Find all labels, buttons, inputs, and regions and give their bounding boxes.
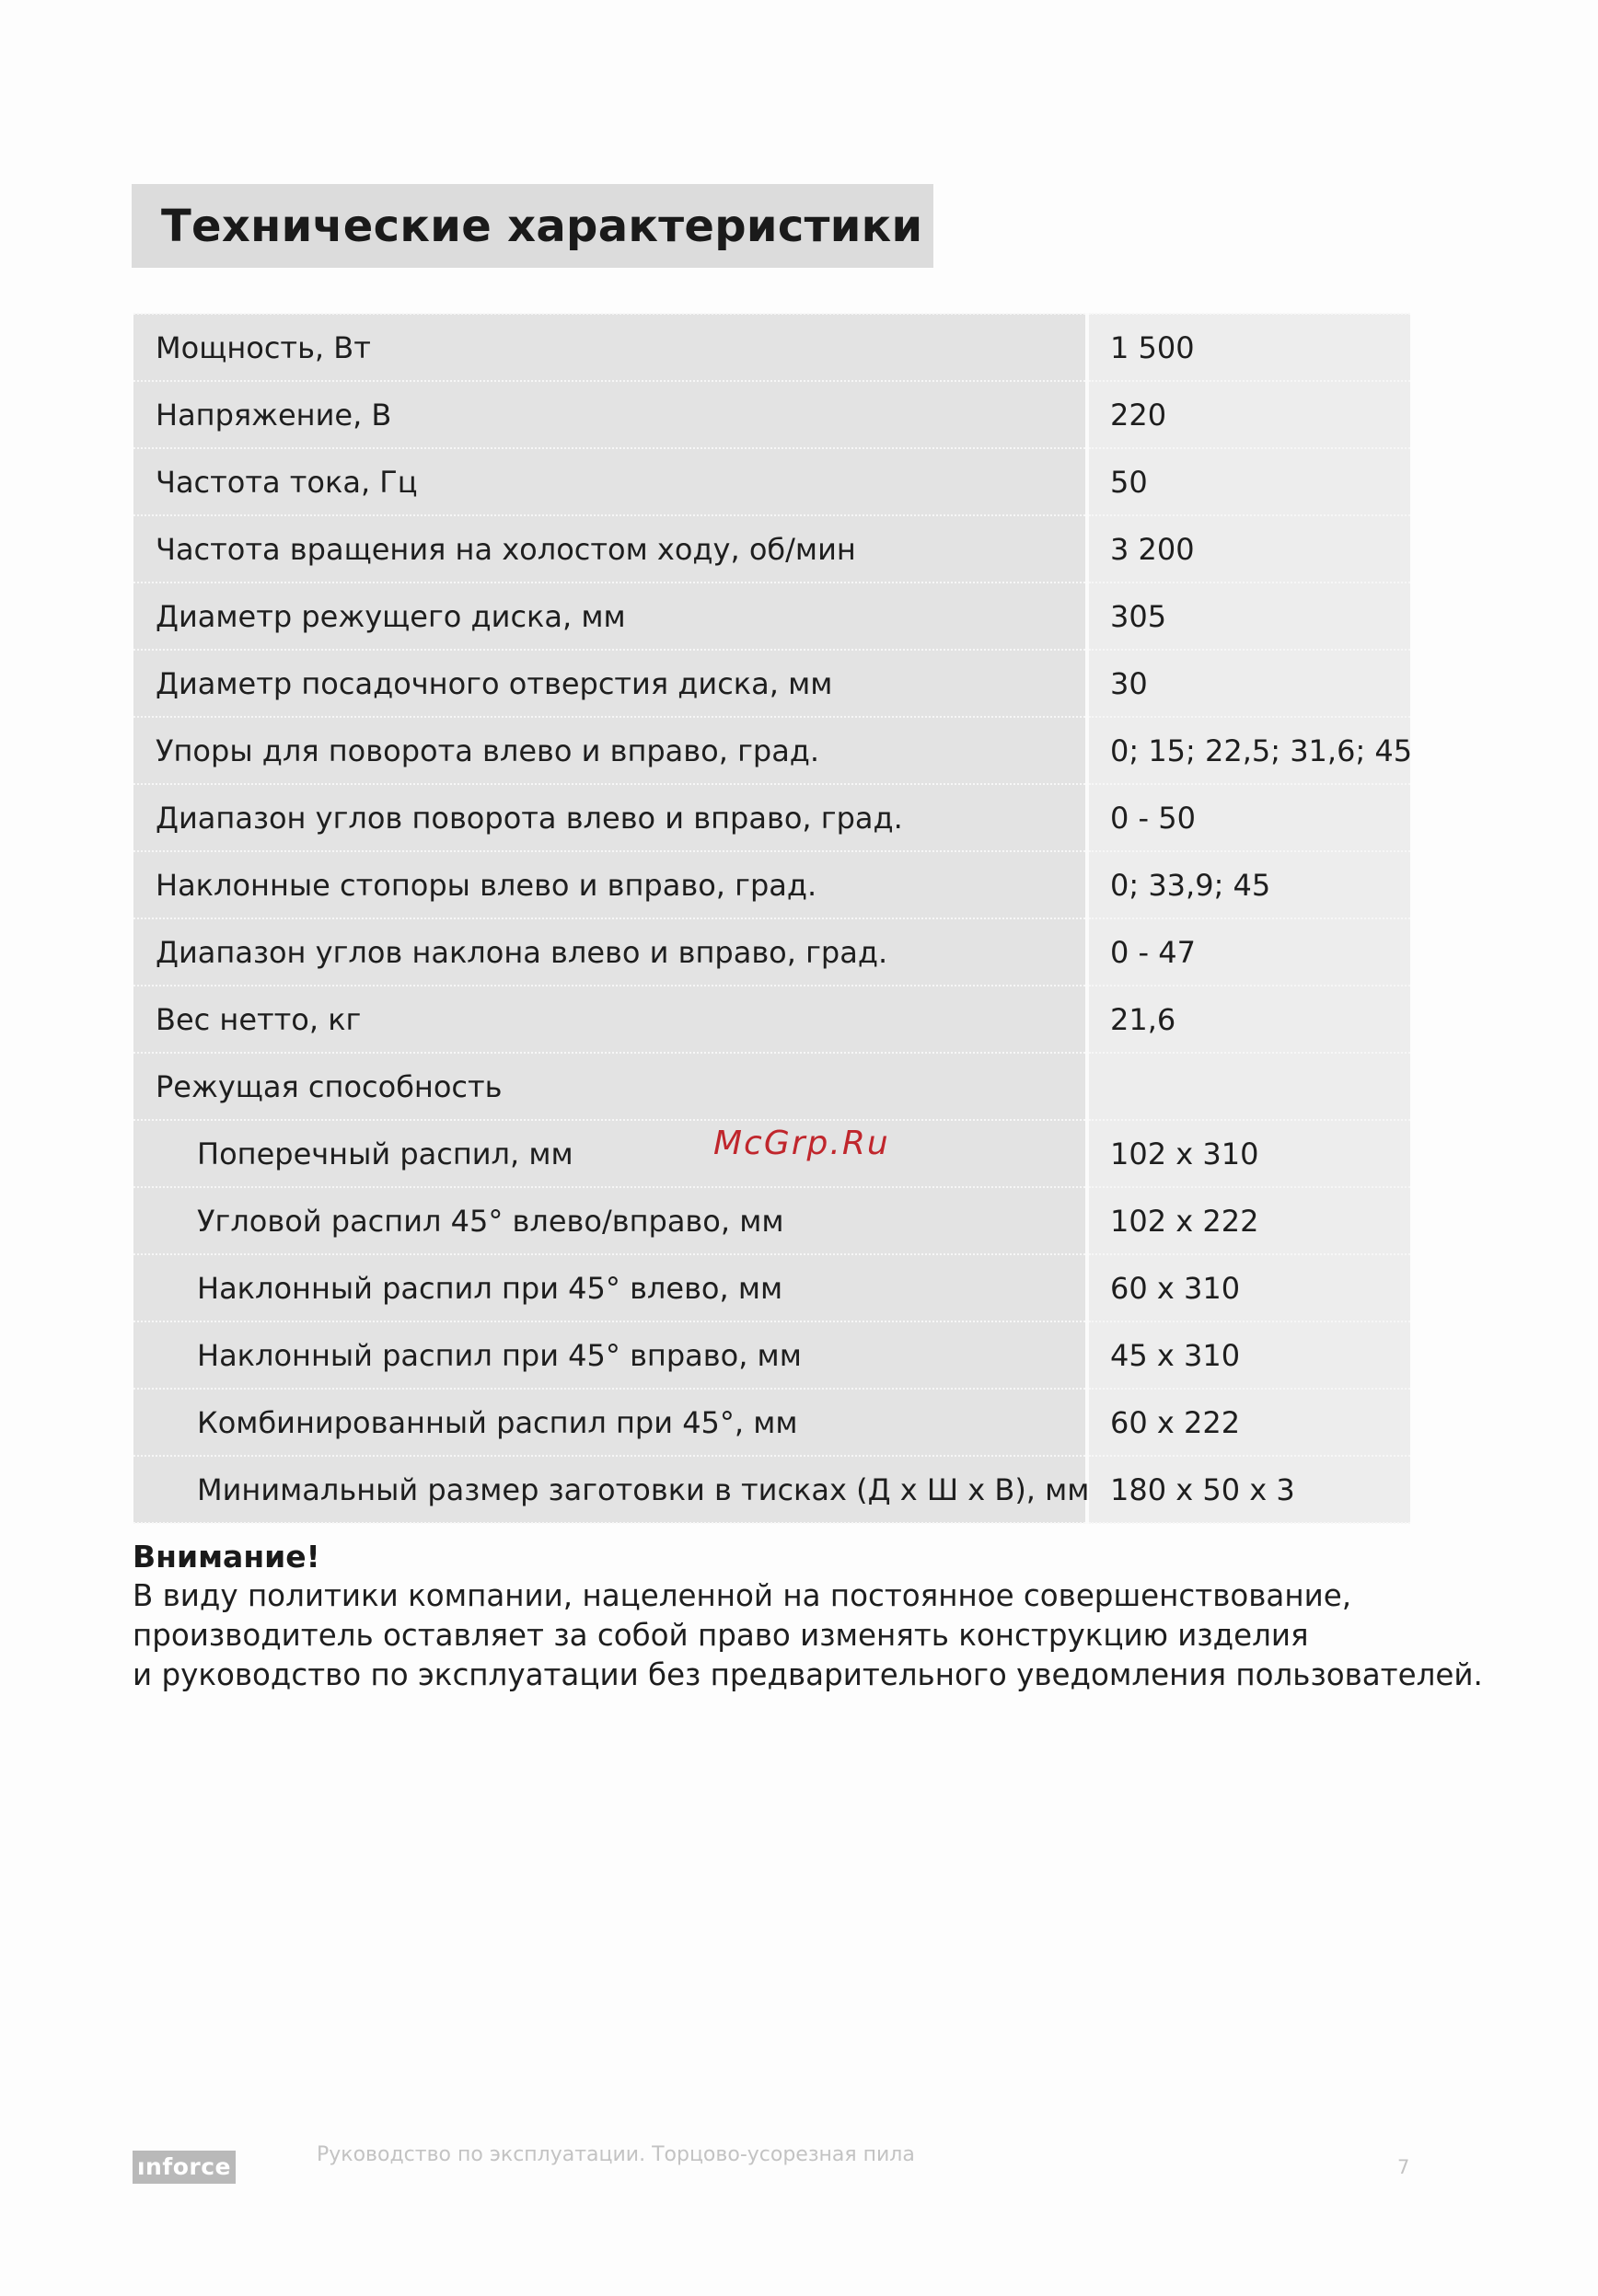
notice-line: В виду политики компании, нацеленной на постоянное совершенствование, [133, 1578, 1352, 1613]
watermark: McGrp.Ru [713, 1125, 890, 1162]
section-title-box [132, 184, 933, 268]
spec-subname: Минимальный размер заготовки в тисках (Д x Ш x В), мм [133, 1456, 1087, 1523]
spec-name: Диаметр режущего диска, мм [133, 583, 1087, 650]
specifications-table [133, 313, 1413, 1524]
table-row [133, 650, 1410, 717]
spec-value [1087, 1053, 1410, 1120]
spec-value: 0 - 47 [1087, 918, 1410, 986]
spec-value: 0; 15; 22,5; 31,6; 45 [1087, 717, 1410, 784]
spec-value: 30 [1087, 650, 1410, 717]
spec-value: 50 [1087, 448, 1410, 515]
notice-line: и руководство по эксплуатации без предварительного уведомления пользователей. [133, 1657, 1483, 1692]
table-row [133, 851, 1410, 918]
table-row [133, 1389, 1410, 1456]
spec-subname: Поперечный распил, мм [133, 1120, 1087, 1187]
table-row [133, 448, 1410, 515]
table-row-group-header [133, 1053, 1410, 1120]
spec-name: Мощность, Вт [133, 314, 1087, 381]
table-row [133, 1187, 1410, 1254]
spec-name: Напряжение, В [133, 381, 1087, 448]
spec-value: 45 x 310 [1087, 1321, 1410, 1389]
spec-name: Частота тока, Гц [133, 448, 1087, 515]
notice-line: производитель оставляет за собой право изменять конструкцию изделия [133, 1618, 1309, 1653]
spec-name: Упоры для поворота влево и вправо, град. [133, 717, 1087, 784]
spec-value: 60 x 222 [1087, 1389, 1410, 1456]
table-row [133, 1321, 1410, 1389]
footer-caption: Руководство по эксплуатации. Торцово-усорезная пила [317, 2143, 915, 2166]
spec-value: 220 [1087, 381, 1410, 448]
spec-name: Наклонные стопоры влево и вправо, град. [133, 851, 1087, 918]
table-row [133, 986, 1410, 1053]
spec-subname: Угловой распил 45° влево/вправо, мм [133, 1187, 1087, 1254]
table-row [133, 515, 1410, 583]
table-row [133, 717, 1410, 784]
table-row [133, 381, 1410, 448]
spec-value: 305 [1087, 583, 1410, 650]
table-row [133, 583, 1410, 650]
table-row [133, 314, 1410, 381]
spec-value: 3 200 [1087, 515, 1410, 583]
brand-logo: ınforce [133, 2151, 236, 2184]
notice-title: Внимание! [133, 1539, 320, 1575]
spec-name: Частота вращения на холостом ходу, об/мин [133, 515, 1087, 583]
spec-name: Диапазон углов поворота влево и вправо, град. [133, 784, 1087, 851]
spec-value: 102 x 310 [1087, 1120, 1410, 1187]
spec-value: 0; 33,9; 45 [1087, 851, 1410, 918]
spec-value: 180 x 50 x 3 [1087, 1456, 1410, 1523]
spec-value: 1 500 [1087, 314, 1410, 381]
page-number: 7 [1397, 2156, 1410, 2178]
spec-subname: Комбинированный распил при 45°, мм [133, 1389, 1087, 1456]
spec-value: 0 - 50 [1087, 784, 1410, 851]
spec-name: Вес нетто, кг [133, 986, 1087, 1053]
spec-value: 102 x 222 [1087, 1187, 1410, 1254]
spec-value: 21,6 [1087, 986, 1410, 1053]
notice-block [133, 1537, 1483, 1695]
spec-value: 60 x 310 [1087, 1254, 1410, 1321]
spec-name: Диапазон углов наклона влево и вправо, град. [133, 918, 1087, 986]
spec-group-name: Режущая способность [133, 1053, 1087, 1120]
spec-subname: Наклонный распил при 45° влево, мм [133, 1254, 1087, 1321]
table-row [133, 1456, 1410, 1523]
spec-subname: Наклонный распил при 45° вправо, мм [133, 1321, 1087, 1389]
page-title: Технические характеристики [161, 200, 923, 252]
table-row [133, 784, 1410, 851]
table-row [133, 1254, 1410, 1321]
spec-name: Диаметр посадочного отверстия диска, мм [133, 650, 1087, 717]
table-row [133, 918, 1410, 986]
